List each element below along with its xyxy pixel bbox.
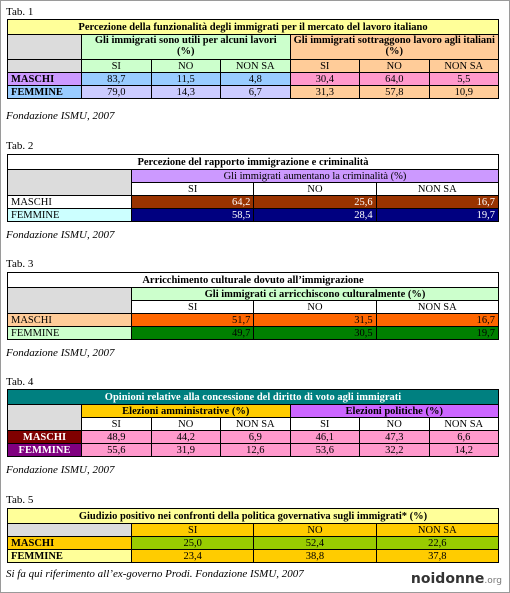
- col-header: NON SA: [221, 60, 291, 73]
- table-row: [8, 431, 499, 444]
- tab2-label: Tab. 2: [6, 140, 34, 152]
- table-3-title: Arricchimento culturale dovuto all’immigrazione: [8, 273, 499, 288]
- data-cell: 4,8: [221, 73, 291, 86]
- blank-cell: [8, 524, 132, 537]
- data-cell: 16,7: [376, 196, 498, 209]
- table-row: [8, 73, 499, 86]
- data-cell: 47,3: [360, 431, 430, 444]
- blank-cell: [8, 405, 82, 431]
- data-cell: 48,9: [82, 431, 152, 444]
- data-cell: 14,2: [429, 444, 499, 457]
- group-header-steal-jobs: Gli immigrati sottraggono lavoro agli italiani (%): [290, 35, 499, 60]
- data-cell: 19,7: [376, 327, 498, 340]
- table-2-title: Percezione del rapporto immigrazione e criminalità: [8, 155, 499, 170]
- group-header-crime: Gli immigrati aumentano la criminalità (%): [132, 170, 499, 183]
- data-cell: 83,7: [82, 73, 152, 86]
- col-header: NO: [254, 183, 376, 196]
- data-cell: 64,2: [132, 196, 254, 209]
- col-header: NON SA: [376, 524, 498, 537]
- blank-cell: [8, 288, 132, 314]
- col-header: NO: [254, 301, 376, 314]
- group-header-culture: Gli immigrati ci arricchiscono culturalmente (%): [132, 288, 499, 301]
- data-cell: 52,4: [254, 537, 376, 550]
- data-cell: 32,2: [360, 444, 430, 457]
- brand-tld: .org: [484, 576, 502, 586]
- tab5-label: Tab. 5: [6, 494, 34, 506]
- table-1-title: Percezione della funzionalità degli immigrati per il mercato del lavoro italiano: [8, 20, 499, 35]
- col-header: SI: [290, 60, 360, 73]
- data-cell: 31,9: [151, 444, 221, 457]
- data-cell: 25,0: [132, 537, 254, 550]
- table-4-source: Fondazione ISMU, 2007: [6, 464, 115, 476]
- data-cell: 64,0: [360, 73, 430, 86]
- data-cell: 46,1: [290, 431, 360, 444]
- row-label-maschi: MASCHI: [8, 73, 82, 86]
- table-row: [8, 444, 499, 457]
- data-cell: 79,0: [82, 86, 152, 99]
- site-logo: [411, 571, 502, 587]
- table-5-title: Giudizio positivo nei confronti della politica governativa sugli immigrati* (%): [8, 509, 499, 524]
- row-label-maschi: MASCHI: [8, 537, 132, 550]
- table-2: [7, 154, 499, 222]
- row-label-femmine: FEMMINE: [8, 550, 132, 563]
- col-header: NON SA: [429, 418, 499, 431]
- table-4-title: Opinioni relative alla concessione del diritto di voto agli immigrati: [8, 390, 499, 405]
- col-header: NO: [254, 524, 376, 537]
- data-cell: 23,4: [132, 550, 254, 563]
- blank-cell: [8, 35, 82, 60]
- row-label-femmine: FEMMINE: [8, 444, 82, 457]
- tab1-label: Tab. 1: [6, 6, 34, 18]
- col-header: SI: [132, 183, 254, 196]
- tab3-label: Tab. 3: [6, 258, 34, 270]
- col-header: SI: [132, 301, 254, 314]
- data-cell: 38,8: [254, 550, 376, 563]
- table-3: [7, 272, 499, 340]
- group-header-useful: Gli immigrati sono utili per alcuni lavori (%): [82, 35, 291, 60]
- tab4-label: Tab. 4: [6, 376, 34, 388]
- row-label-femmine: FEMMINE: [8, 209, 132, 222]
- data-cell: 25,6: [254, 196, 376, 209]
- col-header: NON SA: [221, 418, 291, 431]
- blank-cell: [8, 170, 132, 196]
- data-cell: 37,8: [376, 550, 498, 563]
- table-3-source: Fondazione ISMU, 2007: [6, 347, 115, 359]
- data-cell: 14,3: [151, 86, 221, 99]
- row-label-femmine: FEMMINE: [8, 327, 132, 340]
- col-header: SI: [290, 418, 360, 431]
- data-cell: 6,7: [221, 86, 291, 99]
- blank-cell: [8, 60, 82, 73]
- data-cell: 11,5: [151, 73, 221, 86]
- data-cell: 12,6: [221, 444, 291, 457]
- data-cell: 6,6: [429, 431, 499, 444]
- table-5-source: Si fa qui riferimento all’ex-governo Prodi. Fondazione ISMU, 2007: [6, 568, 304, 580]
- table-row: [8, 327, 499, 340]
- table-1: [7, 19, 499, 99]
- data-cell: 51,7: [132, 314, 254, 327]
- data-cell: 10,9: [429, 86, 499, 99]
- col-header: NO: [360, 60, 430, 73]
- row-label-femmine: FEMMINE: [8, 86, 82, 99]
- col-header: NON SA: [429, 60, 499, 73]
- data-cell: 16,7: [376, 314, 498, 327]
- col-header: NO: [151, 60, 221, 73]
- data-cell: 5,5: [429, 73, 499, 86]
- data-cell: 30,5: [254, 327, 376, 340]
- data-cell: 31,5: [254, 314, 376, 327]
- col-header: NO: [360, 418, 430, 431]
- table-row: [8, 86, 499, 99]
- data-cell: 49,7: [132, 327, 254, 340]
- table-row: [8, 537, 499, 550]
- data-cell: 30,4: [290, 73, 360, 86]
- data-cell: 57,8: [360, 86, 430, 99]
- data-cell: 44,2: [151, 431, 221, 444]
- brand-name: noidonne: [410, 571, 485, 587]
- group-header-local-elections: Elezioni amministrative (%): [82, 405, 291, 418]
- col-header: NON SA: [376, 301, 498, 314]
- data-cell: 28,4: [254, 209, 376, 222]
- data-cell: 58,5: [132, 209, 254, 222]
- col-header: SI: [82, 60, 152, 73]
- table-row: [8, 314, 499, 327]
- data-cell: 53,6: [290, 444, 360, 457]
- col-header: NON SA: [376, 183, 498, 196]
- col-header: SI: [132, 524, 254, 537]
- col-header: SI: [82, 418, 152, 431]
- table-4: [7, 389, 499, 457]
- data-cell: 19,7: [376, 209, 498, 222]
- table-2-source: Fondazione ISMU, 2007: [6, 229, 115, 241]
- data-cell: 31,3: [290, 86, 360, 99]
- table-row: [8, 196, 499, 209]
- table-5: [7, 508, 499, 563]
- row-label-maschi: MASCHI: [8, 431, 82, 444]
- data-cell: 6,9: [221, 431, 291, 444]
- table-row: [8, 209, 499, 222]
- data-cell: 55,6: [82, 444, 152, 457]
- table-row: [8, 550, 499, 563]
- row-label-maschi: MASCHI: [8, 196, 132, 209]
- row-label-maschi: MASCHI: [8, 314, 132, 327]
- col-header: NO: [151, 418, 221, 431]
- group-header-political-elections: Elezioni politiche (%): [290, 405, 499, 418]
- data-cell: 22,6: [376, 537, 498, 550]
- table-1-source: Fondazione ISMU, 2007: [6, 110, 115, 122]
